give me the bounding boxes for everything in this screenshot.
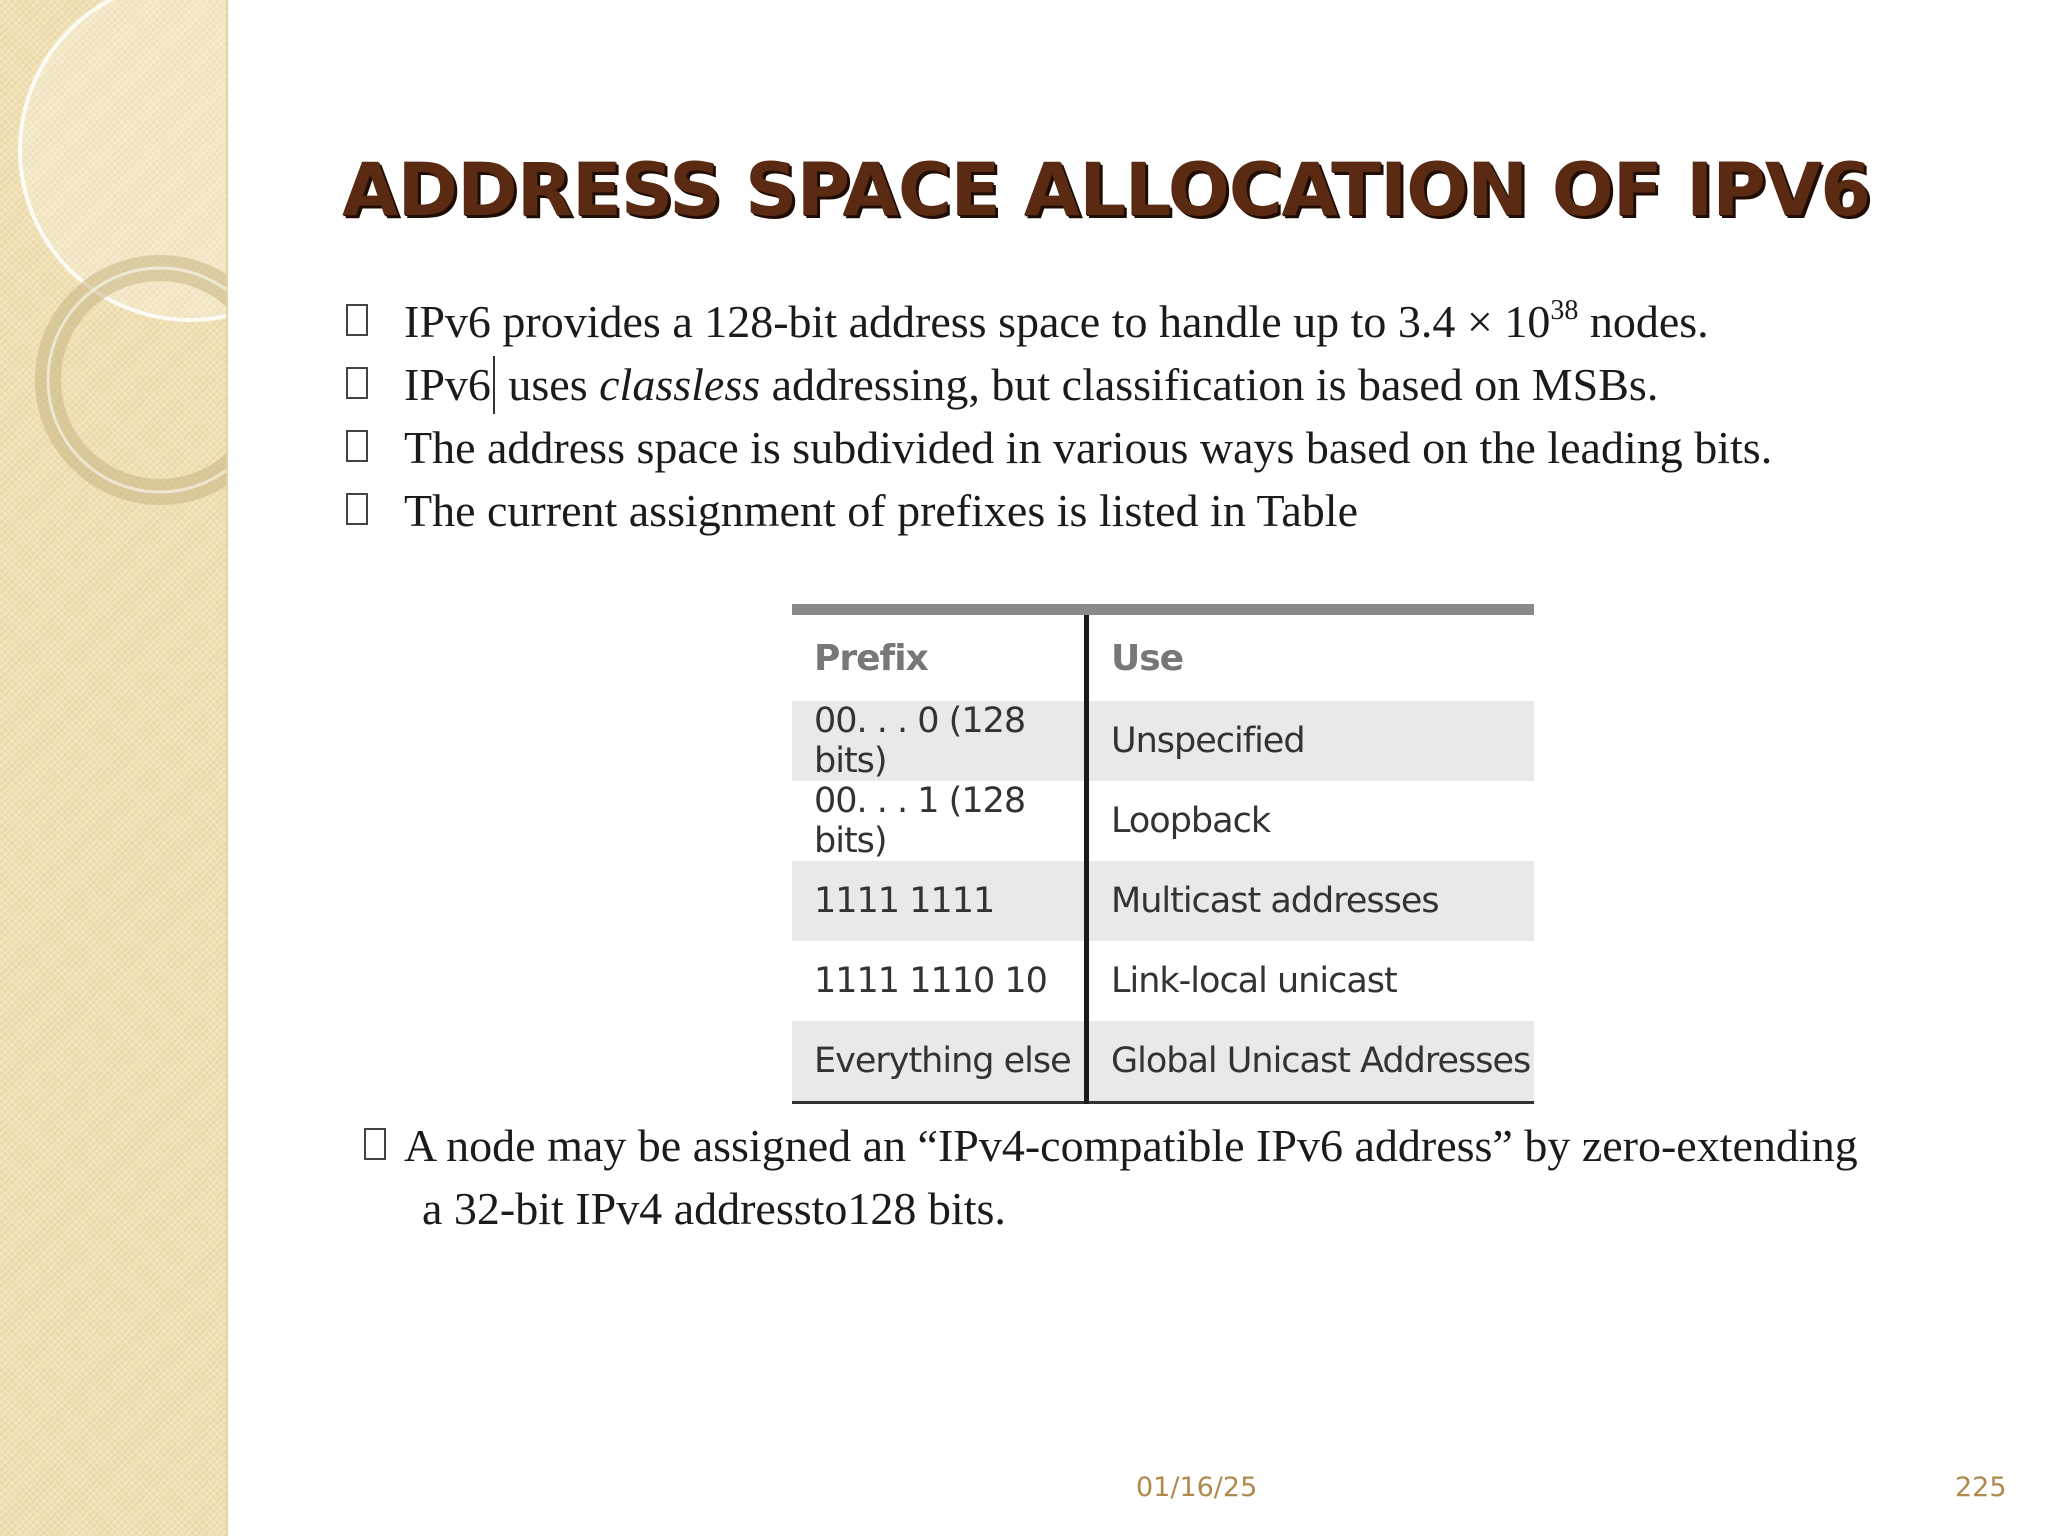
table-header-row bbox=[792, 615, 1534, 701]
use-cell: Loopback bbox=[1111, 801, 1271, 841]
column-header-prefix: Prefix bbox=[792, 615, 1087, 701]
bullet-item bbox=[340, 416, 2000, 479]
bullet-item bbox=[340, 479, 2000, 542]
use-cell: Unspecified bbox=[1087, 701, 1535, 781]
bullet-item bbox=[340, 290, 2000, 353]
checkbox-bullet-icon bbox=[364, 1128, 386, 1160]
prefix-cell: 1111 1111 bbox=[792, 861, 1087, 941]
column-header-use: Use bbox=[1111, 637, 1184, 679]
bullet-text: The current assignment of prefixes is listed in Table bbox=[404, 485, 1359, 536]
note-bullet bbox=[360, 1114, 2020, 1240]
prefix-cell: 00. . . 1 (128 bits) bbox=[792, 781, 1087, 861]
use-cell: Link-local unicast bbox=[1111, 961, 1397, 1001]
table-row bbox=[792, 941, 1534, 1021]
table-row bbox=[792, 701, 1534, 781]
footer-date: 01/16/25 bbox=[1136, 1472, 1258, 1503]
use-cell: Global Unicast Addresses bbox=[1087, 1021, 1535, 1103]
exponent: 38 bbox=[1550, 295, 1579, 326]
prefix-cell: 00. . . 0 (128 bits) bbox=[792, 701, 1087, 781]
checkbox-bullet-icon bbox=[346, 304, 368, 336]
bullet-list bbox=[340, 290, 2000, 542]
text-cursor bbox=[493, 356, 495, 414]
bullet-text: The address space is subdivided in various ways based on the leading bits. bbox=[404, 422, 1773, 473]
decorative-circles bbox=[0, 0, 226, 1536]
page-number: 225 bbox=[1955, 1472, 2007, 1503]
bullet-text: IPv6 uses classless addressing, but classification is based on MSBs. bbox=[404, 353, 1658, 416]
decorative-sidebar bbox=[0, 0, 228, 1536]
checkbox-bullet-icon bbox=[346, 493, 368, 525]
bullet-text: IPv6 provides a 128-bit address space to handle up to $3.4 \times 10^{38}$ nodes. bbox=[404, 295, 1709, 347]
prefix-table bbox=[792, 604, 1534, 1104]
checkbox-bullet-icon bbox=[346, 367, 368, 399]
note-line-2: a 32-bit IPv4 addressto128 bits. bbox=[422, 1183, 1006, 1234]
prefix-cell: Everything else bbox=[792, 1021, 1087, 1103]
prefix-cell: 1111 1110 10 bbox=[792, 941, 1087, 1021]
table-row bbox=[792, 861, 1534, 941]
note-line-1: A node may be assigned an “IPv4-compatible IPv6 address” by zero-extending bbox=[404, 1120, 1858, 1171]
bullet-item bbox=[340, 353, 2000, 416]
table-row bbox=[792, 1021, 1534, 1103]
table-row bbox=[792, 781, 1534, 861]
slide-title: ADDRESS SPACE ALLOCATION OF IPV6 bbox=[342, 148, 1870, 233]
use-cell: Multicast addresses bbox=[1087, 861, 1535, 941]
checkbox-bullet-icon bbox=[346, 430, 368, 462]
